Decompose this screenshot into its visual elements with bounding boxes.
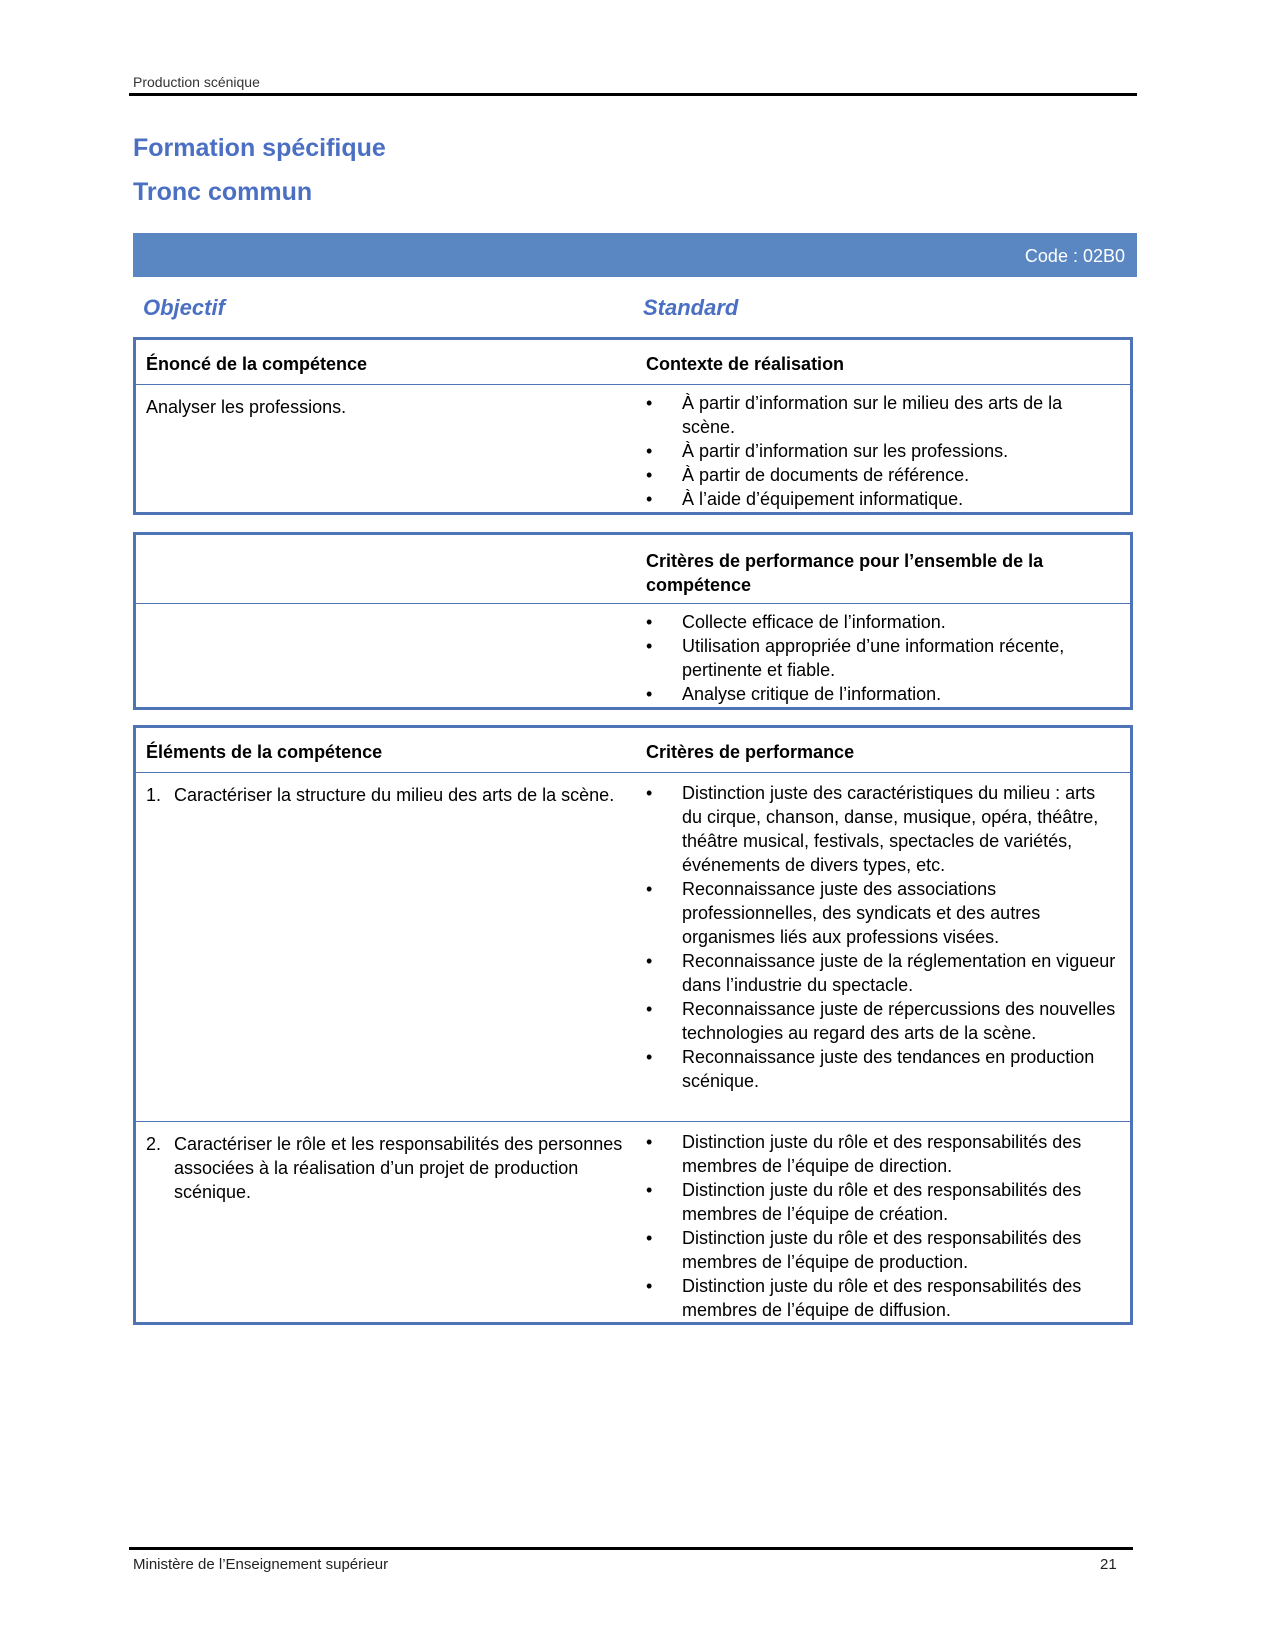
list-item: • Collecte efficace de l’information. — [646, 610, 1116, 634]
statement-body-row — [136, 385, 1130, 513]
criteria-header: Critères de performance — [646, 742, 855, 762]
element-2-criteria — [646, 1130, 1116, 1322]
list-item: • Distinction juste du rôle et des responsabilités des membres de l’équipe de production. — [646, 1226, 1116, 1274]
objectif-heading: Objectif — [143, 295, 225, 320]
list-item: • Reconnaissance juste des tendances en production scénique. — [646, 1045, 1116, 1093]
running-header: Production scénique — [133, 74, 260, 90]
list-item: • Reconnaissance juste de répercussions des nouvelles technologies au regard des arts de la scène. — [646, 997, 1116, 1045]
elements-box — [133, 725, 1133, 1325]
element-row-1 — [136, 773, 1130, 1122]
element-2 — [146, 1132, 634, 1204]
global-criteria-list — [646, 610, 1116, 706]
list-item: • Reconnaissance juste des associations professionnelles, des syndicats et des autres organismes liés aux professions visées. — [646, 877, 1116, 949]
code-bar — [133, 233, 1137, 277]
list-item: • À partir d’information sur les professions. — [646, 439, 1116, 463]
element-row-2 — [136, 1122, 1130, 1324]
standard-heading: Standard — [643, 295, 739, 320]
list-item: • Distinction juste du rôle et des responsabilités des membres de l’équipe de diffusion. — [646, 1274, 1116, 1322]
global-criteria-box — [133, 532, 1133, 710]
global-criteria-header-row — [136, 535, 1130, 604]
page-number: 21 — [1100, 1556, 1117, 1573]
global-criteria-body-row — [136, 604, 1130, 708]
element-number: 1. — [146, 785, 162, 805]
list-item: • Reconnaissance juste de la réglementation en vigueur dans l’industrie du spectacle. — [646, 949, 1116, 997]
competence-code: Code : 02B0 — [1024, 246, 1125, 266]
element-text: Caractériser la structure du milieu des arts de la scène. — [174, 785, 615, 805]
list-item: • À partir de documents de référence. — [646, 463, 1116, 487]
statement-header-row — [136, 340, 1130, 385]
statement-header: Énoncé de la compétence — [146, 354, 368, 374]
competence-statement: Analyser les professions. — [146, 397, 347, 417]
elements-header: Éléments de la compétence — [146, 742, 383, 762]
list-item: • À partir d’information sur le milieu des arts de la scène. — [646, 391, 1116, 439]
element-1 — [146, 783, 634, 807]
element-1-criteria — [646, 781, 1116, 1093]
footer-rule — [129, 1547, 1133, 1550]
list-item: • Analyse critique de l’information. — [646, 682, 1116, 706]
competence-statement-box — [133, 337, 1133, 515]
section-title: Formation spécifique — [133, 134, 386, 162]
list-item: • Distinction juste du rôle et des responsabilités des membres de l’équipe de création. — [646, 1178, 1116, 1226]
context-list — [646, 391, 1116, 511]
global-criteria-header: Critères de performance pour l’ensemble de la compétence — [646, 551, 1044, 595]
footer-ministry: Ministère de l’Enseignement supérieur — [133, 1556, 389, 1573]
list-item: • Distinction juste du rôle et des responsabilités des membres de l’équipe de direction. — [646, 1130, 1116, 1178]
element-number: 2. — [146, 1134, 162, 1154]
element-text: Caractériser le rôle et les responsabilités des personnes associées à la réalisation d’un projet de production scénique. — [174, 1134, 623, 1202]
list-item: • Utilisation appropriée d’une information récente, pertinente et fiable. — [646, 634, 1116, 682]
context-header: Contexte de réalisation — [646, 354, 845, 374]
subsection-title: Tronc commun — [133, 178, 313, 206]
list-item: • Distinction juste des caractéristiques du milieu : arts du cirque, chanson, danse, musique, opéra, théâtre, théâtre musical, festivals, spectacles de variétés, événements de divers types, etc. — [646, 781, 1116, 877]
header-rule — [129, 93, 1137, 96]
elements-header-row — [136, 728, 1130, 773]
list-item: • À l’aide d’équipement informatique. — [646, 487, 1116, 511]
